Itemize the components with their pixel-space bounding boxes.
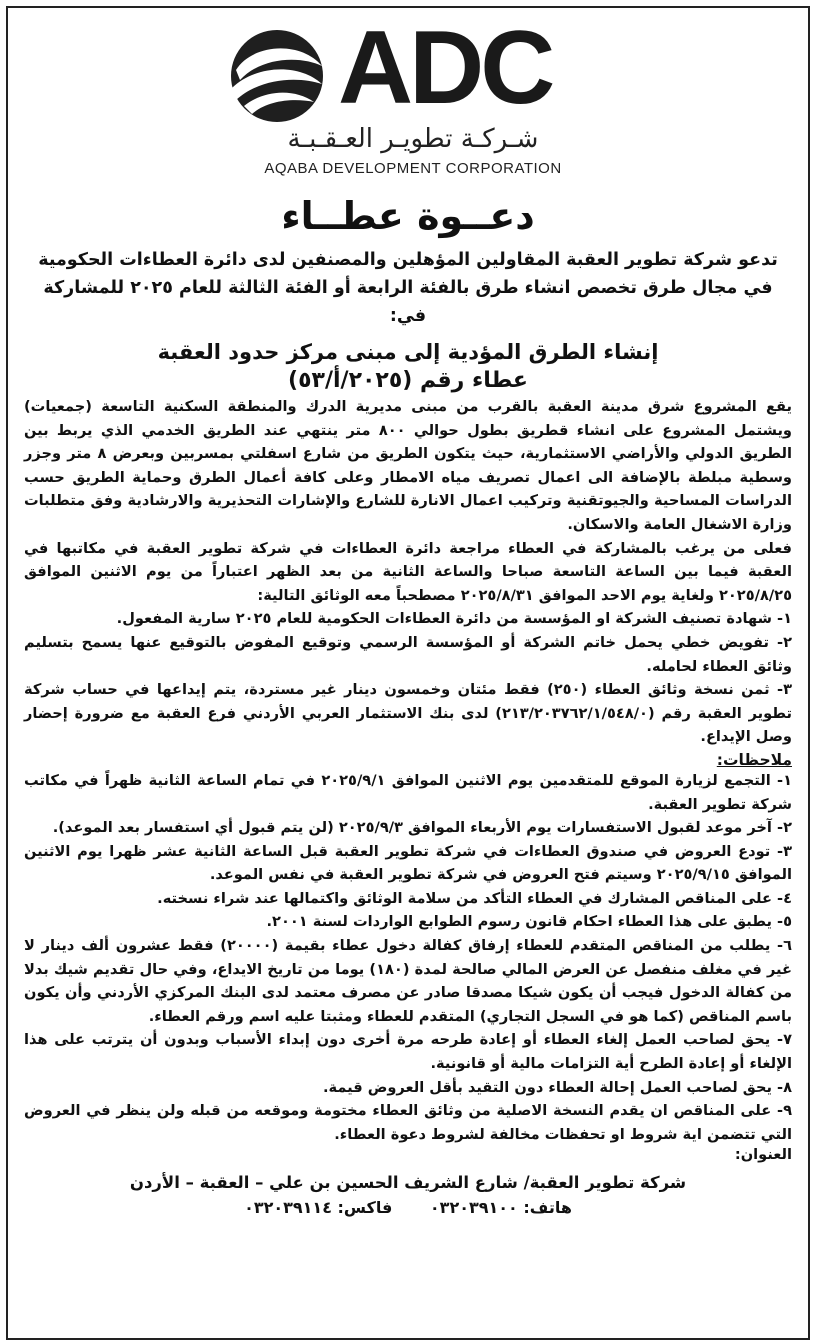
- address-label: العنوان:: [734, 1146, 792, 1164]
- tender-body: [8, 186, 808, 1217]
- note-item: ٧- يحق لصاحب العمل إلغاء العطاء أو إعادة طرحه مرة أخرى دون إبداء الأسباب وبدون أن يترتب على هذا الإلغاء أو إعادة الطرح أية التزامات مالية أو قانونية.: [24, 1031, 792, 1073]
- note-item: ٥- يطبق على هذا العطاء احكام قانون رسوم الطوابع الواردات لسنة ٢٠٠١.: [266, 913, 792, 931]
- intro-paragraph: تدعو شركة تطوير العقبة المقاولين المؤهلين والمصنفين لدى دائرة العطاءات الحكومية في مجال طرق تخصص انشاء طرق بالفئة الرابعة أو الفئة الثالثة للعام ٢٠٢٥ للمشاركة في:: [38, 250, 778, 326]
- page-title: دعــوة عطــاء: [281, 194, 535, 238]
- fax-number: فاكس: ٠٣٢٠٣٩١١٤: [244, 1198, 393, 1218]
- note-item: ٢- آخر موعد لقبول الاستفسارات يوم الأربعاء الموافق ٢٠٢٥/٩/٣ (لن يتم قبول أي استفسار بعد الموعد).: [52, 819, 792, 837]
- company-address: شركة تطوير العقبة/ شارع الشريف الحسين بن علي – العقبة – الأردن: [129, 1173, 687, 1193]
- tender-number: عطاء رقم (٢٠٢٥/أ/٥٣): [288, 368, 528, 393]
- phone-number: هاتف: ٠٣٢٠٣٩١٠٠: [429, 1198, 572, 1218]
- logo-wordmark: ADC: [338, 10, 552, 126]
- document-item: ١- شهادة تصنيف الشركة او المؤسسة من دائرة العطاءات الحكومية للعام ٢٠٢٥ سارية المفعول.: [116, 610, 792, 628]
- company-name-english: AQABA DEVELOPMENT CORPORATION: [264, 160, 562, 177]
- document-item: ٢- تفويض خطي يحمل خاتم الشركة أو المؤسسة الرسمي وتوقيع المفوض بالتوقيع عنها يسمح بتسليم وثائق العطاء لحامله.: [24, 633, 792, 675]
- note-item: ٦- يطلب من المناقص المتقدم للعطاء إرفاق كفالة دخول عطاء بقيمة (٢٠٠٠٠) فقط عشرون ألف دينار لا غير في مغلف منفصل عن العرض المالي صالحة لمدة (١٨٠) يوما من تاريخ الايداع، وفي حال تقديم شيك بدلا من كفالة الدخول فيجب أن يكون شيكا مصدقا صادر عن مصرف معتمد لدى البنك المركزي الأردني وأن يكون باسم المناقص (كما هو في السجل التجاري) المتقدم للعطاء ومثبتا عليه اسم ورقم العطاء.: [24, 937, 792, 1025]
- contact-line: [24, 1198, 792, 1217]
- note-item: ٤- على المناقص المشارك في العطاء التأكد من سلامة الوثائق واكتمالها عند شراء نسخته.: [157, 889, 792, 907]
- project-title: إنشاء الطرق المؤدية إلى مبنى مركز حدود العقبة: [157, 340, 659, 364]
- note-item: ١- التجمع لزيارة الموقع للمتقدمين يوم الاثنين الموافق ٢٠٢٥/٩/١ في تمام الساعة الثانية ظهراً في مكاتب شركة تطوير العقبة.: [24, 771, 792, 813]
- adc-logo-icon: [222, 26, 332, 126]
- header: [8, 8, 808, 186]
- note-item: ٣- تودع العروض في صندوق العطاءات في شركة تطوير العقبة قبل الساعة الثانية عشر ظهرا يوم الاثنين الموافق ٢٠٢٥/٩/١٥ وسيتم فتح العروض في شركة تطوير العقبة في نفس الموعد.: [24, 842, 792, 884]
- project-description: يقع المشروع شرق مدينة العقبة بالقرب من مبنى مديرية الدرك والمنطقة السكنية التاسعة (جمعيات) ويشتمل المشروع على انشاء قطريق بطول حوالي ٨٠٠ متر ينتهي عند الطريق الخدمي الذي يربط بين الطريق الدولي والأراضي الاستثمارية، حيث يتكون الطريق من شارع اسفلتي بمسربين وبعرض ٨ متر وجزر وسطية مبلطة بالإضافة الى اعمال تصريف مياه الامطار وعلى كافة أعمال الطرق وحماية الطريق حسب الدراسات المساحية والجيوتقنية وتركيب اعمال الانارة للشارع والإشارات التحذيرية والارشادية وفق متطلبات وزارة الاشغال العامة والاسكان.: [24, 398, 792, 533]
- advertisement-frame: [6, 6, 810, 1340]
- notes-heading: ملاحظات:: [716, 750, 792, 769]
- note-item: ٩- على المناقص ان يقدم النسخة الاصلية من وثائق العطاء مختومة وموقعه من قبله ولن ينظر في العروض التي تتضمن اية شروط او تحفظات مخالفة لشروط دعوة العطاء.: [24, 1102, 792, 1143]
- note-item: ٨- يحق لصاحب العمل إحالة العطاء دون التقيد بأقل العروض قيمة.: [322, 1078, 792, 1096]
- document-item: ٣- ثمن نسخة وثائق العطاء (٢٥٠) فقط مئتان وخمسون دينار غير مستردة، يتم إيداعها في حساب شركة تطوير العقبة رقم (٢١٣/٢٠٣٧٦٢/١/٥٤٨/٠) لدى بنك الاستثمار العربي الأردني فرع العقبة مع ضرورة إحضار وصل الإيداع.: [24, 681, 792, 746]
- company-name-arabic: شـركـة تطويـر العـقـبـة: [287, 124, 539, 154]
- participation-paragraph: فعلى من يرغب بالمشاركة في العطاء مراجعة دائرة العطاءات في شركة تطوير العقبة في مكاتبها في العقبة فيما بين الساعة التاسعة صباحا والساعة الثانية من بعد الظهر اعتباراً من يوم الاثنين الموافق ٢٠٢٥/٨/٢٥ ولغاية يوم الاحد الموافق ٢٠٢٥/٨/٣١ مصطحباً معه الوثائق التالية:: [24, 539, 792, 604]
